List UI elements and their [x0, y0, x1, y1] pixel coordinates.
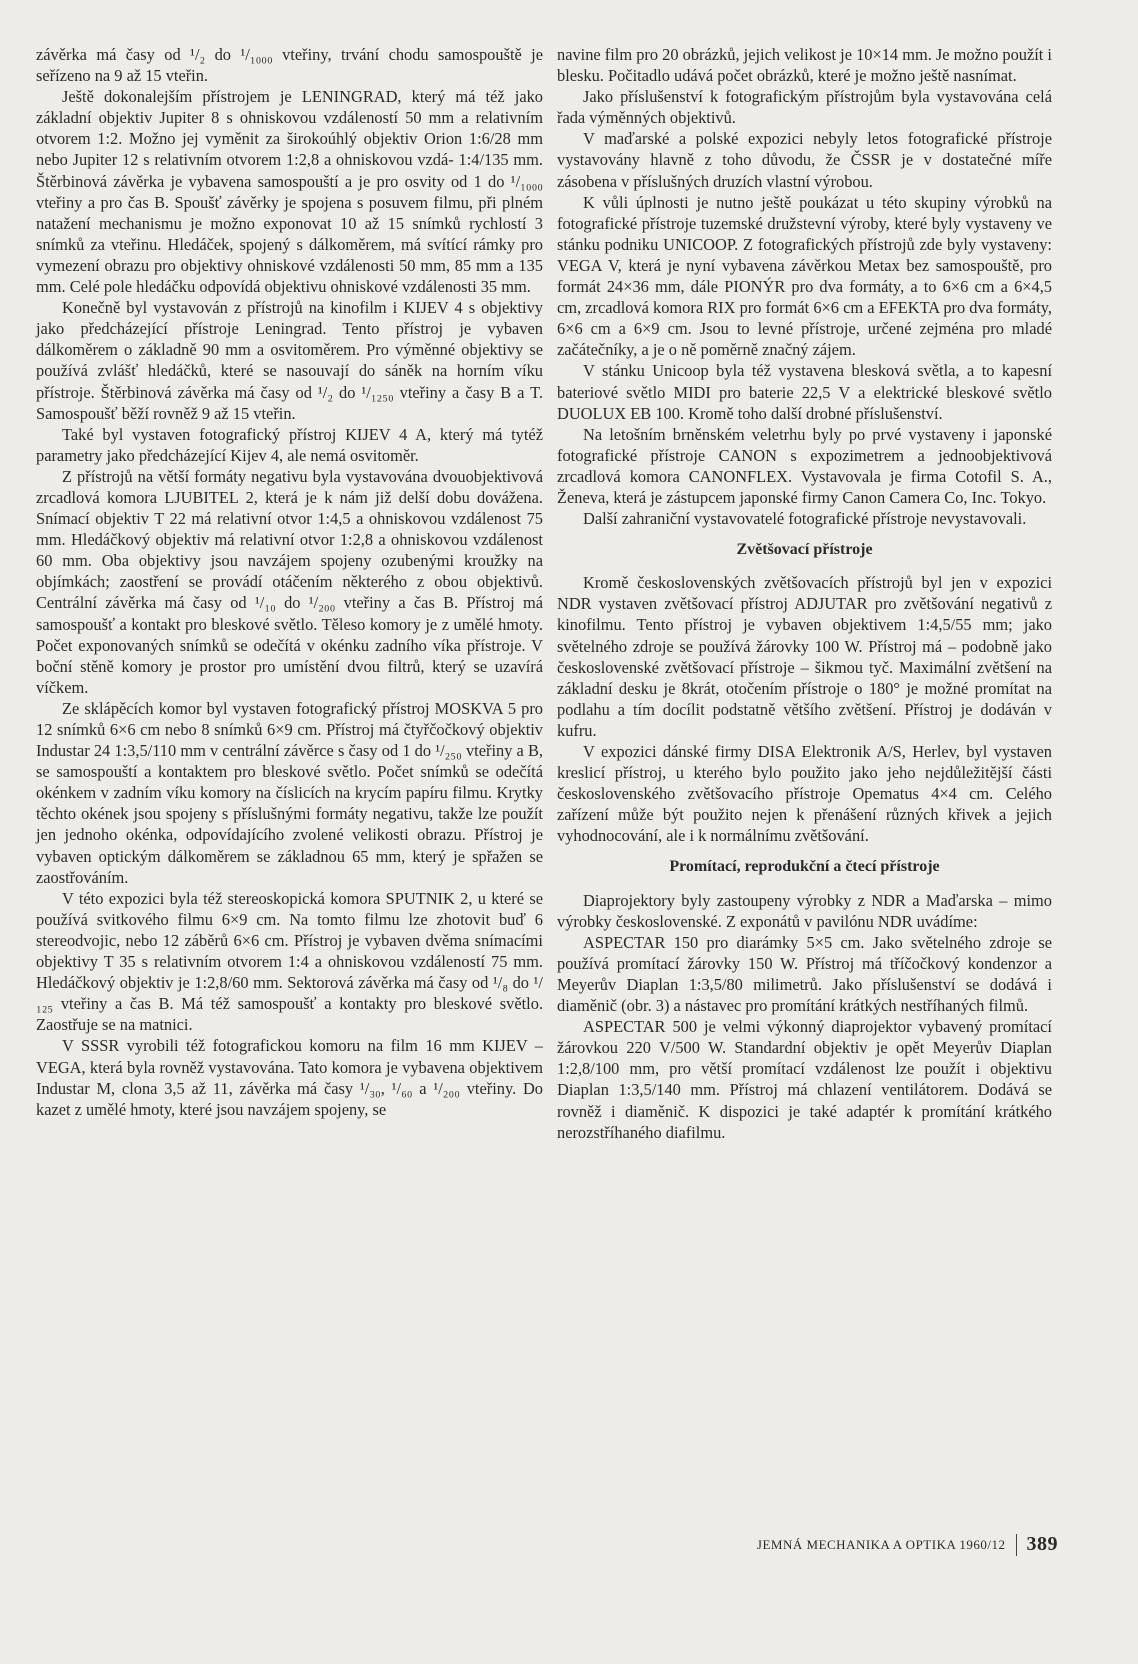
footer-divider — [1016, 1534, 1017, 1556]
paragraph: Také byl vystaven fotografický přístroj KIJEV 4 A, který má tytéž parametry jako předcházející Kijev 4, ale nemá osvitoměr. — [36, 424, 543, 465]
paragraph: K vůli úplnosti je nutno ještě poukázat u této skupiny výrobků na fotografické přístroje tuzemské družstevní výroby, které byly vystaveny ve stánku podniku UNICOOP. Z fotografických přístrojů zde byly vystaveny: VEGA V, která je nyní vybavena závěrkou Metax bez samospouště, pro formát 24×36 mm, dále PIONÝR pro dva formáty, a to 6×6 cm a 6×4,5 cm, zrcadlová komora RIX pro formát 6×6 cm a EFEKTA pro dva formáty, 6×6 cm a 6×9 cm. Jsou to levné přístroje, určené zejména pro mladé začátečníky, a je o ně poměrně značný zájem. — [557, 192, 1052, 360]
paragraph: navine film pro 20 obrázků, jejich velikost je 10×14 mm. Je možno použít i blesku. Počitadlo udává počet obrázků, které je možno ještě nasnímat. — [557, 45, 1052, 86]
paragraph: Ze sklápěcích komor byl vystaven fotografický přístroj MOSKVA 5 pro 12 snímků 6×6 cm nebo 8 snímků 6×9 cm. Přístroj má čtyřčočkový objektiv Industar 24 1:3,5/110 mm v centrální závěrce s časy od 1 do ¹/₂₅₀ vteřiny a B, se samospouští a kontaktem pro bleskové světlo. Počet snímků se odečítá okénkem v zadním víku komory na číslicích na krycím papíru filmu. Krytky těchto okének jsou spojeny s příslušnými formáty negativu, takže lze použít jen jednoho okénka, odpovídajícího zvolené velikosti obrazu. Přístroj je vybaven optickým dálkoměrem se základnou 65 mm, který je spřažen se zaostřováním. — [36, 698, 543, 887]
paragraph: V stánku Unicoop byla též vystavena blesková světla, a to kapesní bateriové světlo MIDI pro baterie 22,5 V a elektrické bleskové světlo DUOLUX EB 100. Kromě toho další drobné příslušenství. — [557, 361, 1052, 423]
paragraph: Diaprojektory byly zastoupeny výrobky z NDR a Maďarska – mimo výrobky československé. Z exponátů v pavilónu NDR uvádíme: — [557, 890, 1052, 931]
paragraph: Z přístrojů na větší formáty negativu byla vystavována dvouobjektivová zrcadlová komora LJUBITEL 2, která je k nám již delší dobu dovážena. Snímací objektiv T 22 má relativní otvor 1:4,5 a ohniskovou vzdálenost 75 mm. Hledáčkový objektiv má relativní otvor 1:2,8 a ohniskovou vzdálenost 60 mm. Oba objektivy jsou navzájem spojeny ozubenými kroužky na objímkách; zaostření se provádí otáčením některého z obou objektivů. Centrální závěrka má časy od ¹/₁₀ do ¹/₂₀₀ vteřiny a čas B. Přístroj má samospoušť a kontakt pro bleskové světlo. Těleso komory je z umělé hmoty. Počet exponovaných snímků se odečítá v okénku zadního víka přístroje. V boční stěně komory je prostor pro umístění dvou filtrů, který se uzavírá víčkem. — [36, 466, 543, 697]
right-column — [557, 44, 1052, 1143]
paragraph: ASPECTAR 500 je velmi výkonný diaprojektor vybavený promítací žárovkou 220 V/500 W. Standardní objektiv je opět Meyerův Diaplan 1:2,8/100 mm, pro větší promítací vzdálenost lze použít i objektivu Diaplan 1:3,5/140 mm. Přístroj má chlazení ventilátorem. Dodává se rovněž i diaměnič. K dispozici je také adaptér k promítání krátkého nerozstříhaného diafilmu. — [557, 1017, 1052, 1142]
paragraph: Jako příslušenství k fotografickým přístrojům byla vystavována celá řada výměnných objektivů. — [557, 87, 1052, 128]
page-number: 389 — [1026, 1533, 1058, 1555]
paragraph: V této expozici byla též stereoskopická komora SPUTNIK 2, u které se používá svitkového filmu 6×9 cm. Na tomto filmu lze zhotovit buď 6 stereodvojic, nebo 12 záběrů 6×6 cm. Přístroj je vybaven dvěma snímacími objektivy T 35 s relativním otvorem 1:4 a ohniskovou vzdáleností 75 mm. Hledáčkový objektiv je 1:2,8/60 mm. Sektorová závěrka má časy od ¹/₈ do ¹/₁₂₅ vteřiny a čas B. Má též samospoušť a kontakty pro bleskové světlo. Zaostřuje se na matnici. — [36, 888, 543, 1035]
paragraph: Na letošním brněnském veletrhu byly po prvé vystaveny i japonské fotografické přístroje CANON s expozimetrem a jednoobjektivová zrcadlová komora CANONFLEX. Vystavovala je firma Cotofil S. A., Ženeva, která je zástupcem japonské firmy Canon Camera Co, Inc. Tokyo. — [557, 424, 1052, 507]
paragraph: ASPECTAR 150 pro diarámky 5×5 cm. Jako světelného zdroje se používá promítací žárovky 150 W. Přístroj má tříčočkový kondenzor a Meyerův Diaplan 1:3,5/80 milimetrů. Jako příslušenství se dodává i diaměnič (obr. 3) a nástavec pro promítání krátkých nestříhaných filmů. — [557, 932, 1052, 1016]
paragraph: Další zahraniční vystavovatelé fotografické přístroje nevystavovali. — [583, 509, 1027, 529]
paragraph: Konečně byl vystavován z přístrojů na kinofilm i KIJEV 4 s objektivy jako předcházející přístroje Leningrad. Tento přístroj je vybaven dálkoměrem o základně 90 mm a osvitoměrem. Pro výměnné objektivy se používá zvlášť hledáčků, které se nasouvají do sáněk na horním víku přístroje. Štěrbinová závěrka má časy od ¹/₂ do ¹/₁₂₅₀ vteřiny a časy B a T. Samospoušť běží rovněž 9 až 15 vteřin. — [36, 298, 543, 423]
paragraph: V expozici dánské firmy DISA Elektronik A/S, Herlev, byl vystaven kreslicí přístroj, u kterého bylo použito jako jeho nejdůležitější části československého zvětšovacího přístroje Opematus 4×4 cm. Celého zařízení může být použito nejen k přenášení různých křivek a jejich vyhodnocování, ale i k normálnímu zvětšování. — [557, 742, 1052, 846]
paragraph: závěrka má časy od ¹/₂ do ¹/₁₀₀₀ vteřiny, trvání chodu samospouště je seřízeno na 9 až 15 vteřin. — [36, 45, 543, 86]
paragraph: Kromě československých zvětšovacích přístrojů byl jen v expozici NDR vystaven zvětšovací přístroj ADJUTAR pro zvětšování negativů z kinofilmu. Tento přístroj je vybaven objektivem 1:4,5/55 mm; jako světelného zdroje se používá žárovky 100 W. Přístroj má – podobně jako československé zvětšovací přístroje – šikmou tyč. Maximální zvětšení na základní desku je 8krát, otočením přístroje o 180° je možné promítat na podlahu a tím docílit podstatně většího zvětšení. Přístroj je dodáván v kufru. — [557, 573, 1052, 740]
paragraph: V SSSR vyrobili též fotografickou komoru na film 16 mm KIJEV – VEGA, která byla rovněž vystavována. Tato komora je vybavena objektivem Industar M, clona 3,5 až 11, závěrka má časy ¹/₃₀, ¹/₆₀ a ¹/₂₀₀ vteřiny. Do kazet z umělé hmoty, které jsou navzájem spojeny, se — [36, 1036, 543, 1119]
section-heading: Zvětšovací přístroje — [736, 541, 873, 559]
journal-title: JEMNÁ MECHANIKA A OPTIKA 1960/12 — [756, 1536, 1006, 1552]
paragraph: Ještě dokonalejším přístrojem je LENINGRAD, který má též jako základní objektiv Jupiter 8 s ohniskovou vzdáleností 50 mm a relativním otvorem 1:2. Možno jej vyměnit za širokoúhlý objektiv Orion 1:6/28 mm nebo Jupiter 12 s relativním otvorem 1:2,8 a ohniskovou vzdá- 1:4/135 mm. Štěrbinová závěrka je vybavena samospouští a je pro osvity od 1 do ¹/₁₀₀₀ vteřiny a pro čas B. Spoušť závěrky je spojena s posuvem filmu, při plném natažení mechanismu je možno exponovat 10 až 15 snímků rychlostí 3 snímků za vteřinu. Hledáček, spojený s dálkoměrem, má svítící rámky pro vymezení obrazu pro objektivy ohniskové vzdálenosti 50 mm, 85 mm a 135 mm. Celé pole hledáčku odpovídá objektivu ohniskové vzdálenosti 35 mm. — [36, 87, 543, 297]
left-column — [36, 44, 543, 1120]
page-footer — [757, 1533, 1058, 1556]
paragraph: V maďarské a polské expozici nebyly letos fotografické přístroje vystavovány hlavně z toho důvodu, že ČSSR je v dostatečné míře zásobena v příslušných druzích vlastní výrobou. — [557, 129, 1052, 191]
section-heading: Promítací, reprodukční a čtecí přístroje — [669, 858, 940, 876]
